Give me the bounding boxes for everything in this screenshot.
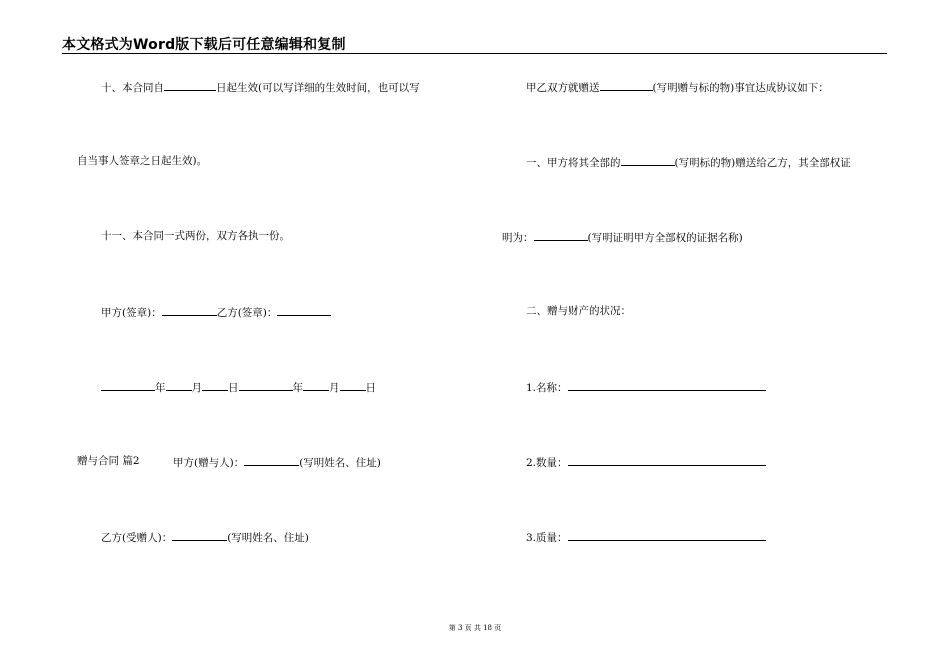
item-2-heading: 二、赠与财产的状况： bbox=[526, 305, 631, 317]
month-label-2: 月 bbox=[329, 382, 340, 394]
clause-10-line2: 自当事人签章之日起生效)。 bbox=[77, 155, 208, 167]
item-1-line2 bbox=[502, 229, 743, 245]
party-a-signature-label: 甲方(签章)： bbox=[101, 307, 162, 319]
month-blank-2 bbox=[303, 379, 329, 391]
item-1-subject-blank bbox=[621, 154, 675, 166]
field-name-blank bbox=[568, 379, 766, 391]
document-header-title: 本文格式为Word版下载后可任意编辑和复制 bbox=[62, 37, 346, 53]
clause-10-text-start: 十、本合同自 bbox=[101, 82, 164, 94]
party-a-blank bbox=[244, 454, 299, 466]
day-label-1: 日 bbox=[228, 382, 239, 394]
contract-2-heading: 赠与合同 篇2 bbox=[77, 455, 140, 467]
clause-11: 十一、本合同一式两份，双方各执一份。 bbox=[101, 230, 290, 242]
month-blank-1 bbox=[166, 379, 192, 391]
intro-text-start: 甲乙双方就赠送 bbox=[526, 82, 600, 94]
day-blank-2 bbox=[340, 379, 366, 391]
party-b-signature-blank bbox=[277, 304, 331, 316]
year-blank-2 bbox=[239, 379, 293, 391]
field-quality-line bbox=[526, 529, 766, 545]
day-label-2: 日 bbox=[365, 382, 376, 394]
page-number: 第 3 页 共 18 页 bbox=[448, 624, 502, 632]
item-1-text-start: 一、甲方将其全部的 bbox=[526, 157, 621, 169]
party-a-signature-blank bbox=[162, 304, 217, 316]
party-b-signature-label: 乙方(签章)： bbox=[216, 307, 278, 319]
field-name-line bbox=[526, 379, 766, 395]
item-1-line1 bbox=[526, 154, 851, 170]
clause-10-text-end: 日起生效(可以写详细的生效时间，也可以写 bbox=[216, 82, 420, 94]
party-a-line bbox=[173, 454, 381, 470]
party-b-label: 乙方(受赠人)： bbox=[101, 532, 173, 544]
field-quantity-blank bbox=[568, 454, 766, 466]
year-label-2: 年 bbox=[292, 382, 303, 394]
clause-10-line1 bbox=[101, 79, 420, 95]
intro-text-end: (写明赠与标的物)事宜达成协议如下： bbox=[652, 82, 829, 94]
field-name-label: 1.名称： bbox=[526, 382, 568, 394]
item-1-text-end: (写明标的物)赠送给乙方，其全部权证 bbox=[674, 157, 851, 169]
header-divider bbox=[62, 53, 887, 54]
party-a-label: 甲方(赠与人)： bbox=[173, 457, 245, 469]
month-label-1: 月 bbox=[191, 382, 202, 394]
ownership-proof-blank bbox=[534, 229, 588, 241]
year-blank-1 bbox=[101, 379, 155, 391]
party-a-note: (写明姓名、住址) bbox=[299, 457, 381, 469]
effective-date-blank bbox=[164, 79, 216, 91]
party-b-note: (写明姓名、住址) bbox=[227, 532, 309, 544]
year-label-1: 年 bbox=[155, 382, 166, 394]
item-1b-note: (写明证明甲方全部权的证据名称) bbox=[587, 232, 743, 244]
field-quantity-label: 2.数量： bbox=[526, 457, 568, 469]
field-quality-label: 3.质量： bbox=[526, 532, 568, 544]
gift-item-blank bbox=[600, 79, 653, 91]
date-line bbox=[101, 379, 376, 395]
party-b-blank bbox=[172, 529, 227, 541]
signature-line bbox=[101, 304, 331, 320]
agreement-intro bbox=[526, 79, 829, 95]
field-quantity-line bbox=[526, 454, 766, 470]
field-quality-blank bbox=[568, 529, 766, 541]
party-b-line bbox=[101, 529, 309, 545]
item-1b-label: 明为： bbox=[502, 232, 534, 244]
day-blank-1 bbox=[202, 379, 228, 391]
